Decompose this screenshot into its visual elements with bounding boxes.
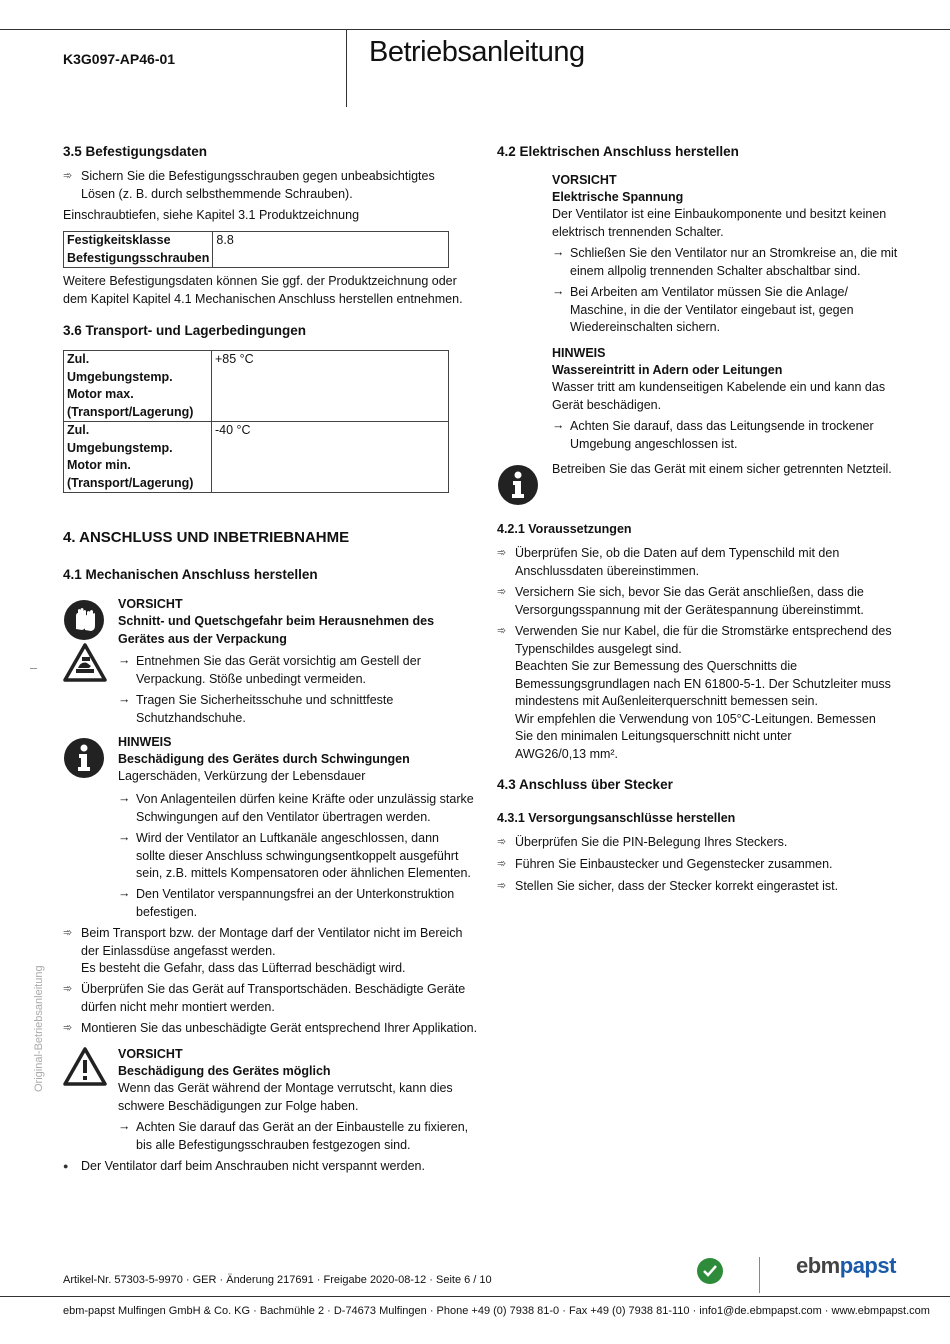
footer-article-info: Artikel-Nr. 57303-5-9970 · GER · Änderung 217691 · Freigabe 2020-08-12 · Seite 6 / 10 [63,1274,492,1286]
list-item: → Schließen Sie den Ventilator nur an Stromkreise an, die mit einem allpolig trennenden Schalter abschaltbar sind. [552,245,898,278]
note-title: Wassereintritt in Adern oder Leitungen [552,363,783,377]
transport-table [63,350,449,493]
arrow-right-icon: → [118,886,131,900]
bullet-arrow-icon: ➾ [497,586,507,598]
header-divider [346,29,347,107]
caution-label: VORSICHT [552,173,617,187]
arrow-right-icon: → [118,830,131,844]
bullet-arrow-icon: ➾ [497,858,507,870]
caution-title: Schnitt- und Quetschgefahr beim Herausnehmen des Gerätes aus der Verpackung [118,614,435,646]
list-item: ➾ Stellen Sie sicher, dass der Stecker korrekt eingerastet ist. [497,878,838,896]
arrow-right-icon: → [552,245,565,259]
gloves-icon [63,599,105,641]
heading-4-3-1: 4.3.1 Versorgungsanschlüsse herstellen [497,811,736,825]
heading-4-2-1: 4.2.1 Voraussetzungen [497,522,632,536]
table-row: Festigkeitsklasse Befestigungsschrauben 8.8 [64,232,449,268]
heading-4: 4. ANSCHLUSS UND INBETRIEBNAHME [63,529,350,546]
note-title: Beschädigung des Gerätes durch Schwingungen [118,752,410,766]
arrow-right-icon: → [118,692,131,706]
note-text: Lagerschäden, Verkürzung der Lebensdauer [118,769,366,783]
caution-label: VORSICHT [118,1047,183,1061]
ebmpapst-logo: ebmpapst [796,1253,896,1278]
list-item: ● Der Ventilator darf beim Anschrauben nicht verspannt werden. [63,1158,425,1176]
arrow-right-icon: → [552,284,565,298]
list-item: ➾ Führen Sie Einbaustecker und Gegenstecker zusammen. [497,856,833,874]
heading-3-5: 3.5 Befestigungsdaten [63,144,208,159]
caution-title: Beschädigung des Gerätes möglich [118,1064,331,1078]
list-item: → Achten Sie darauf das Gerät an der Einbaustelle zu fixieren, bis alle Befestigungsschrauben festgezogen sind. [118,1119,469,1152]
arrow-right-icon: → [118,653,131,667]
info-text: Betreiben Sie das Gerät mit einem sicher getrennten Netzteil. [552,462,892,476]
bullet-arrow-icon: ➾ [63,170,73,182]
caution-text: Der Ventilator ist eine Einbaukomponente und besitzt keinen elektrisch trennenden Schalter. [552,207,887,239]
list-item: → Den Ventilator verspannungsfrei an der Unterkonstruktion befestigen. [118,886,455,919]
list-item: ➾ Überprüfen Sie das Gerät auf Transportschäden. Beschädigte Geräte dürfen nicht mehr montiert werden. [63,982,466,1014]
table-row: Zul. Umgebungstemp. Motor max. (Transport/Lagerung) +85 °C [64,351,449,422]
list-item: ➾ Montieren Sie das unbeschädigte Gerät entsprechend Ihrer Applikation. [63,1020,477,1038]
paragraph: Weitere Befestigungsdaten können Sie ggf. der Produktzeichnung oder dem Kapitel Kapitel 4.1 Mechanischen Anschluss herstellen entnehmen. [63,274,463,306]
heading-4-3: 4.3 Anschluss über Stecker [497,777,673,792]
table-row: Zul. Umgebungstemp. Motor min. (Transport/Lagerung) -40 °C [64,422,449,493]
warning-icon [63,1047,107,1087]
caution-title: Elektrische Spannung [552,190,684,204]
bullet-dot-icon: ● [63,1161,69,1171]
list-item: → Bei Arbeiten am Ventilator müssen Sie die Anlage/ Maschine, in die der Ventilator eingebaut ist, gegen Wiedereinschalten sichern. [552,284,854,334]
bullet-arrow-icon: ➾ [497,880,507,892]
paragraph: Einschraubtiefen, siehe Kapitel 3.1 Produktzeichnung [63,208,360,222]
bullet-arrow-icon: ➾ [63,927,73,939]
list-item: ➾ Sichern Sie die Befestigungsschrauben gegen unbeabsichtigtes Lösen (z. B. durch selbsthemmende Schrauben). [63,169,435,201]
list-item: ➾ Beim Transport bzw. der Montage darf der Ventilator nicht im Bereich der Einlassdüse angefasst werden. Es besteht die Gefahr, dass das Lüfterrad beschädigt wird. [63,926,463,975]
green-tech-badge-icon [696,1257,724,1285]
list-item: → Von Anlagenteilen dürfen keine Kräfte oder unzulässig starke Schwingungen auf den Ventilator übertragen werden. [118,791,474,824]
info-icon [63,737,105,779]
arrow-right-icon: → [118,791,131,805]
arrow-right-icon: → [118,1119,131,1133]
top-rule [0,29,950,30]
heading-3-6: 3.6 Transport- und Lagerbedingungen [63,323,307,338]
list-item: ➾ Verwenden Sie nur Kabel, die für die Stromstärke entsprechend des Typenschildes ausgelegt sind. Beachten Sie zur Bemessung des Querschnitts die Bemessungsgrundlagen nach EN 61800-5-1. Der Schutzleiter muss mindestens mit Außenleiterquerschnitt bemessen sein. Wir empfehlen die Verwendung von 105°C-Leitungen. Bemessen Sie den minimalen Leitungsquerschnitt nicht unter AWG26/0,13 mm². [497,624,892,761]
list-item: → Entnehmen Sie das Gerät vorsichtig am Gestell der Verpackung. Stöße unbedingt vermeiden. [118,653,421,686]
bullet-arrow-icon: ➾ [497,836,507,848]
note-label: HINWEIS [118,735,172,749]
info-icon [497,464,539,506]
list-item: → Tragen Sie Sicherheitsschuhe und schnittfeste Schutzhandschuhe. [118,692,394,725]
list-item: ➾ Versichern Sie sich, bevor Sie das Gerät anschließen, dass die Versorgungsspannung mit der Gerätespannung übereinstimmt. [497,585,864,617]
margin-tick [30,668,37,669]
bullet-arrow-icon: ➾ [63,983,73,995]
arrow-right-icon: → [552,418,565,432]
document-title: Betriebsanleitung [369,36,585,68]
note-label: HINWEIS [552,346,606,360]
caution-label: VORSICHT [118,597,183,611]
list-item: → Achten Sie darauf, dass das Leitungsende in trockener Umgebung angeschlossen ist. [552,418,874,451]
document-id: K3G097-AP46-01 [63,51,176,67]
caution-text: Wenn das Gerät während der Montage verrutscht, kann dies schwere Beschädigungen zur Folge haben. [118,1081,453,1113]
footer-divider [759,1257,760,1293]
bullet-arrow-icon: ➾ [497,625,507,637]
list-item: ➾ Überprüfen Sie die PIN-Belegung Ihres Steckers. [497,834,787,852]
heading-4-2: 4.2 Elektrischen Anschluss herstellen [497,144,739,159]
sidebar-label: Original-Betriebsanleitung [33,965,45,1092]
bullet-arrow-icon: ➾ [63,1022,73,1034]
bullet-arrow-icon: ➾ [497,547,507,559]
heading-4-1: 4.1 Mechanischen Anschluss herstellen [63,567,318,582]
note-text: Wasser tritt am kundenseitigen Kabelende ein und kann das Gerät beschädigen. [552,380,886,412]
footer-company-info: ebm-papst Mulfingen GmbH & Co. KG · Bachmühle 2 · D-74673 Mulfingen · Phone +49 (0) 7938 81-0 · Fax +49 (0) 7938 81-110 · info1@de.ebmpapst.com · www.ebmpapst.com [63,1305,930,1317]
footer-rule [0,1296,950,1297]
crush-hazard-icon [63,643,107,683]
list-item: → Wird der Ventilator an Luftkanäle angeschlossen, dann sollte dieser Anschluss schwingungsentkoppelt ausgeführt sein, z.B. mittels Kompensatoren oder ähnlichen Elementen. [118,830,471,880]
fastening-table [63,231,449,268]
list-item: ➾ Überprüfen Sie, ob die Daten auf dem Typenschild mit den Anschlussdaten übereinstimmen. [497,546,840,578]
